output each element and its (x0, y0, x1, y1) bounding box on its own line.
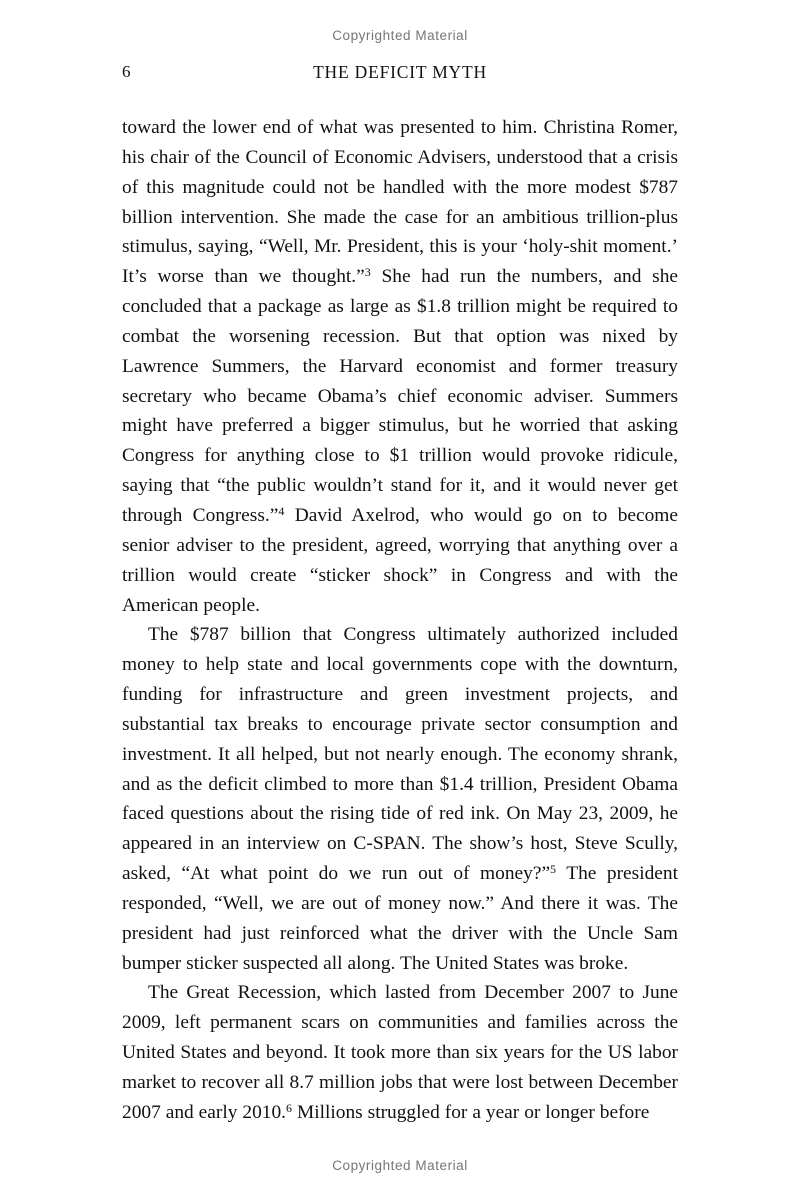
footnote-marker-5: 5 (550, 861, 557, 876)
paragraph-1-tail: She had run the numbers, and she concluded that a package as large as $1.8 trillion might be required to combat the worsening recession. But that option was nixed by Lawrence Summers, the Harvard economist and former treasury secretary who became Obama’s chief economic adviser. Summers might have preferred a bigger stimulus, but he worried that asking Congress for anything close to $1 trillion would provoke ridicule, saying that “the public wouldn’t stand for it, and it would never get through Congress.” (122, 266, 678, 526)
paragraph-3 (122, 978, 678, 1127)
paragraph-2 (122, 620, 678, 978)
paragraph-3-tail: Millions struggled for a year or longer before (292, 1101, 650, 1123)
footnote-marker-6: 6 (286, 1100, 293, 1115)
copyright-watermark-bottom: Copyrighted Material (332, 1158, 468, 1173)
paragraph-1 (122, 113, 678, 620)
paragraph-2-lead: The $787 billion that Congress ultimately authorized included money to help state and local governments cope with the downturn, funding for infrastructure and green investment projects, and substantial tax breaks to encourage private sector consumption and investment. It all helped, but not nearly enough. The economy shrank, and as the deficit climbed to more than $1.4 trillion, President Obama faced questions about the rising tide of red ink. On May 23, 2009, he appeared in an interview on C-SPAN. The show’s host, Steve Scully, asked, “At what point do we run out of money?” (122, 624, 678, 885)
copyright-watermark-top: Copyrighted Material (332, 28, 468, 43)
paragraph-2-tail: The president responded, “Well, we are out of money now.” And there it was. The president had just reinforced what the driver with the Uncle Sam bumper sticker suspected all along. The United States was broke. (122, 863, 678, 974)
footnote-marker-3: 3 (364, 264, 371, 279)
paragraph-1-lead: toward the lower end of what was presented to him. Christina Romer, his chair of the Council of Economic Advisers, understood that a crisis of this magnitude could not be handled with the more modest $787 billion intervention. She made the case for an ambitious trillion-plus stimulus, saying, “Well, Mr. President, this is your ‘holy-shit moment.’ It’s worse than we thought.” (122, 117, 678, 288)
paragraph-3-lead: The Great Recession, which lasted from December 2007 to June 2009, left permanent scars on communities and families across the United States and beyond. It took more than six years for the US labor market to recover all 8.7 million jobs that were lost between December 2007 and early 2010. (122, 982, 678, 1123)
paragraph-1-tail2: David Axelrod, who would go on to become senior adviser to the president, agreed, worrying that anything over a trillion would create “sticker shock” in Congress and with the American people. (122, 504, 678, 616)
book-title: THE DEFICIT MYTH (313, 62, 487, 82)
running-head (122, 60, 678, 84)
body-text-block (122, 113, 678, 1128)
page-number: 6 (122, 62, 131, 81)
footnote-marker-4: 4 (278, 503, 285, 518)
